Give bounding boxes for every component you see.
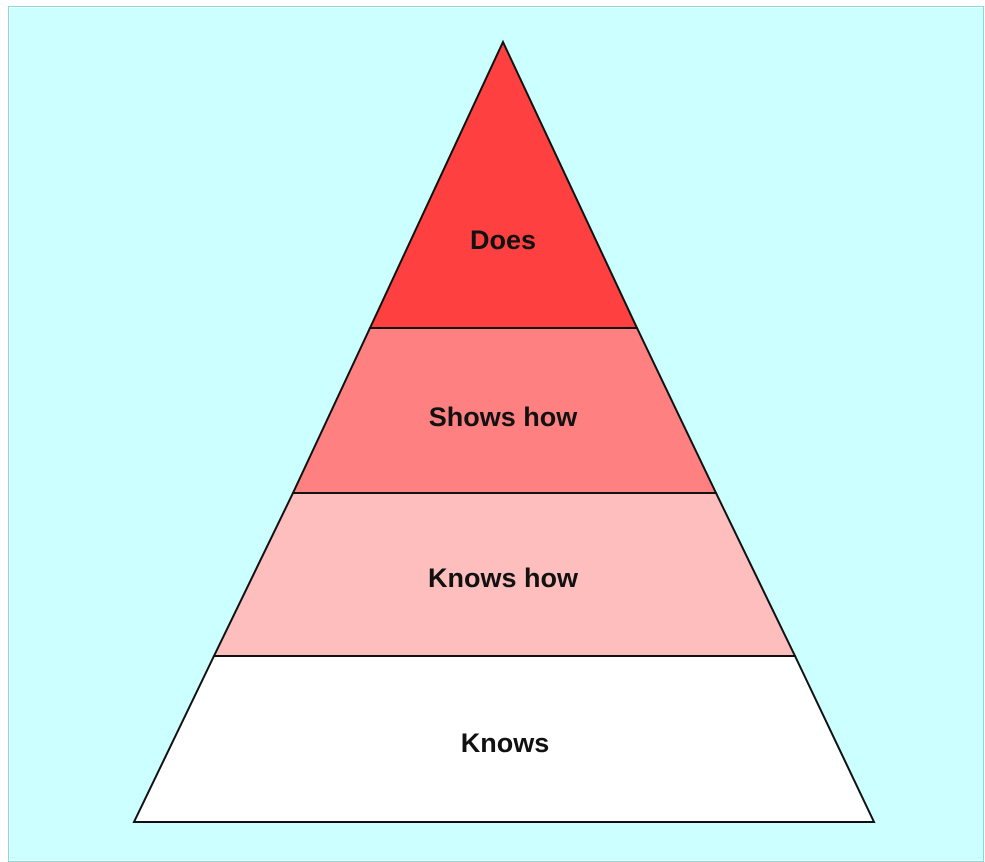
tier-label-shows-how: Shows how [428, 402, 578, 433]
tier-label-knows-how: Knows how [428, 563, 578, 594]
tier-label-knows: Knows [460, 728, 550, 759]
tier-label-does: Does [469, 225, 537, 256]
